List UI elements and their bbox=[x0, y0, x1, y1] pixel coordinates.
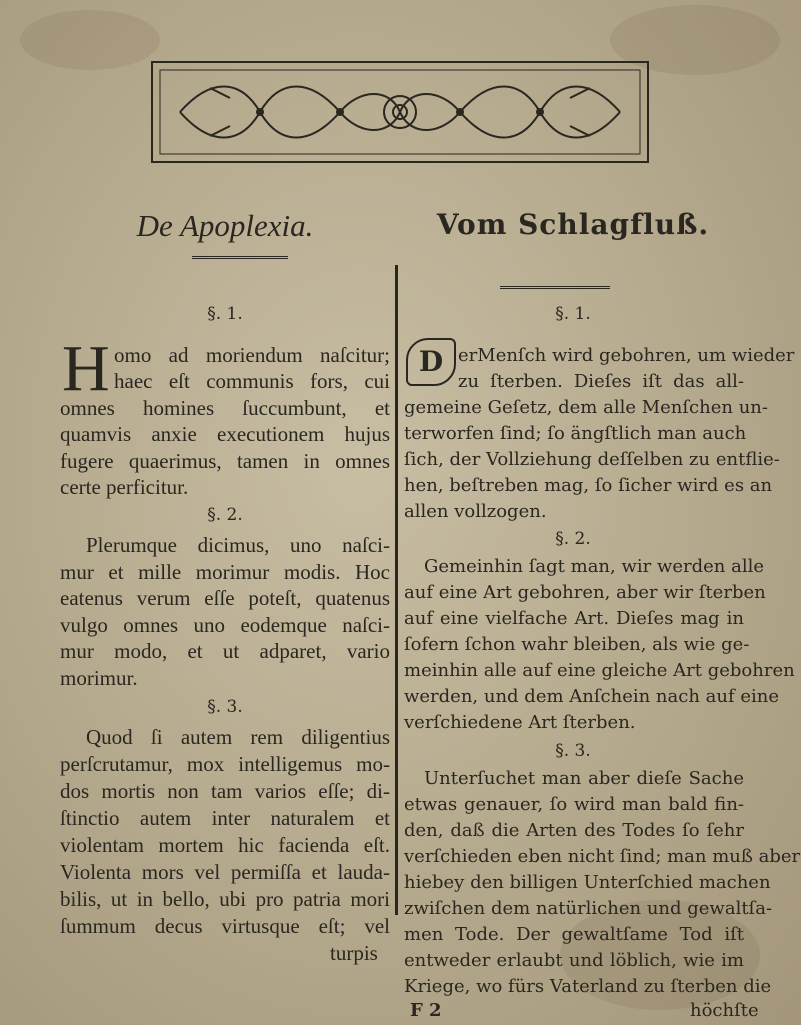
text-line: verſchieden eben nicht ſind; man muß aber bbox=[404, 846, 801, 867]
headpiece-ornament bbox=[150, 58, 650, 166]
text-line: terworfen ſind; ſo ängſtlich man auch bbox=[404, 423, 747, 444]
text-line: Kriege, wo fürs Vaterland zu ſterben die bbox=[404, 976, 772, 997]
text-line: fugere quaerimus, tamen in omnes bbox=[60, 449, 390, 473]
text-line: zu ſterben. Dieſes iſt das all- bbox=[458, 371, 744, 392]
section-mark: §. 3. bbox=[555, 741, 591, 761]
section-mark: §. 3. bbox=[207, 697, 243, 717]
text-line: perſcrutamur, mox intelligemus mo- bbox=[60, 752, 390, 776]
text-line: ſummum decus virtusque eſt; vel bbox=[60, 914, 390, 938]
text-line: Unterſuchet man aber dieſe Sache bbox=[424, 768, 744, 789]
text-line: dos mortis non tam varios eſſe; di- bbox=[60, 779, 390, 803]
text-line: ſofern ſchon wahr bleiben, als wie ge- bbox=[404, 634, 750, 655]
drop-capital: H bbox=[62, 332, 110, 405]
text-line: erMenſch wird gebohren, um wieder bbox=[458, 345, 795, 366]
text-line: haec eſt communis fors, cui bbox=[114, 369, 390, 393]
text-line: auf eine Art gebohren, aber wir ſterben bbox=[404, 582, 766, 603]
section-mark: §. 1. bbox=[555, 304, 591, 324]
signature-mark: F 2 bbox=[410, 1000, 442, 1021]
section-mark: §. 1. bbox=[207, 304, 243, 324]
paper-stain bbox=[20, 10, 160, 70]
section-mark: §. 2. bbox=[207, 505, 243, 525]
text-line: Violenta mors vel permiſſa et lauda- bbox=[60, 860, 390, 884]
text-line: auf eine vielfache Art. Dieſes mag in bbox=[404, 608, 744, 629]
text-line: ſich, der Vollziehung deſſelben zu entflie- bbox=[404, 449, 780, 470]
text-line: meinhin alle auf eine gleiche Art gebohren bbox=[404, 660, 795, 681]
text-line: Plerumque dicimus, uno naſci- bbox=[86, 533, 390, 557]
text-line: omo ad moriendum naſcitur; bbox=[114, 343, 390, 367]
text-line: violentam mortem hic facienda eſt. bbox=[60, 833, 390, 857]
text-line: etwas genauer, ſo wird man bald fin- bbox=[404, 794, 744, 815]
catchword: höchſte bbox=[690, 1000, 759, 1021]
text-line: vulgo omnes uno eodemque naſci- bbox=[60, 613, 390, 637]
text-line: ſtinctio autem inter naturalem et bbox=[60, 806, 390, 830]
text-line: entweder erlaubt und löblich, wie im bbox=[404, 950, 744, 971]
text-line: allen vollzogen. bbox=[404, 501, 547, 522]
latin-heading: De Apoplexia. bbox=[136, 208, 314, 243]
text-line: Quod ſi autem rem diligentius bbox=[86, 725, 390, 749]
column-divider bbox=[395, 265, 398, 915]
text-line: zwiſchen dem natürlichen und gewaltſa- bbox=[404, 898, 773, 919]
drop-capital: D bbox=[406, 338, 456, 386]
text-line: bilis, ut in bello, ubi pro patria mori bbox=[60, 887, 390, 911]
text-line: omnes homines ſuccumbunt, et bbox=[60, 396, 390, 420]
text-line: certe perficitur. bbox=[60, 475, 189, 499]
heading-rule bbox=[500, 286, 610, 289]
text-line: hen, beſtreben mag, ſo ſicher wird es an bbox=[404, 475, 773, 496]
text-line: verſchiedene Art ſterben. bbox=[404, 712, 636, 733]
text-line: eatenus verum eſſe poteſt, quatenus bbox=[60, 586, 390, 610]
text-line: gemeine Geſetz, dem alle Menſchen un- bbox=[404, 397, 768, 418]
text-line: morimur. bbox=[60, 666, 138, 690]
heading-rule bbox=[192, 256, 288, 259]
text-line: mur et mille morimur modis. Hoc bbox=[60, 560, 390, 584]
text-line: den, daß die Arten des Todes ſo ſehr bbox=[404, 820, 744, 841]
text-line: werden, und dem Anſchein nach auf eine bbox=[404, 686, 780, 707]
german-heading: Vom Schlagfluß. bbox=[436, 208, 710, 241]
text-line: Gemeinhin ſagt man, wir werden alle bbox=[424, 556, 765, 577]
text-line: mur modo, et ut adparet, vario bbox=[60, 639, 390, 663]
text-line: men Tode. Der gewaltſame Tod iſt bbox=[404, 924, 744, 945]
text-line: hiebey den billigen Unterſchied machen bbox=[404, 872, 771, 893]
section-mark: §. 2. bbox=[555, 529, 591, 549]
catchword: turpis bbox=[330, 941, 378, 965]
text-line: quamvis anxie executionem hujus bbox=[60, 422, 390, 446]
